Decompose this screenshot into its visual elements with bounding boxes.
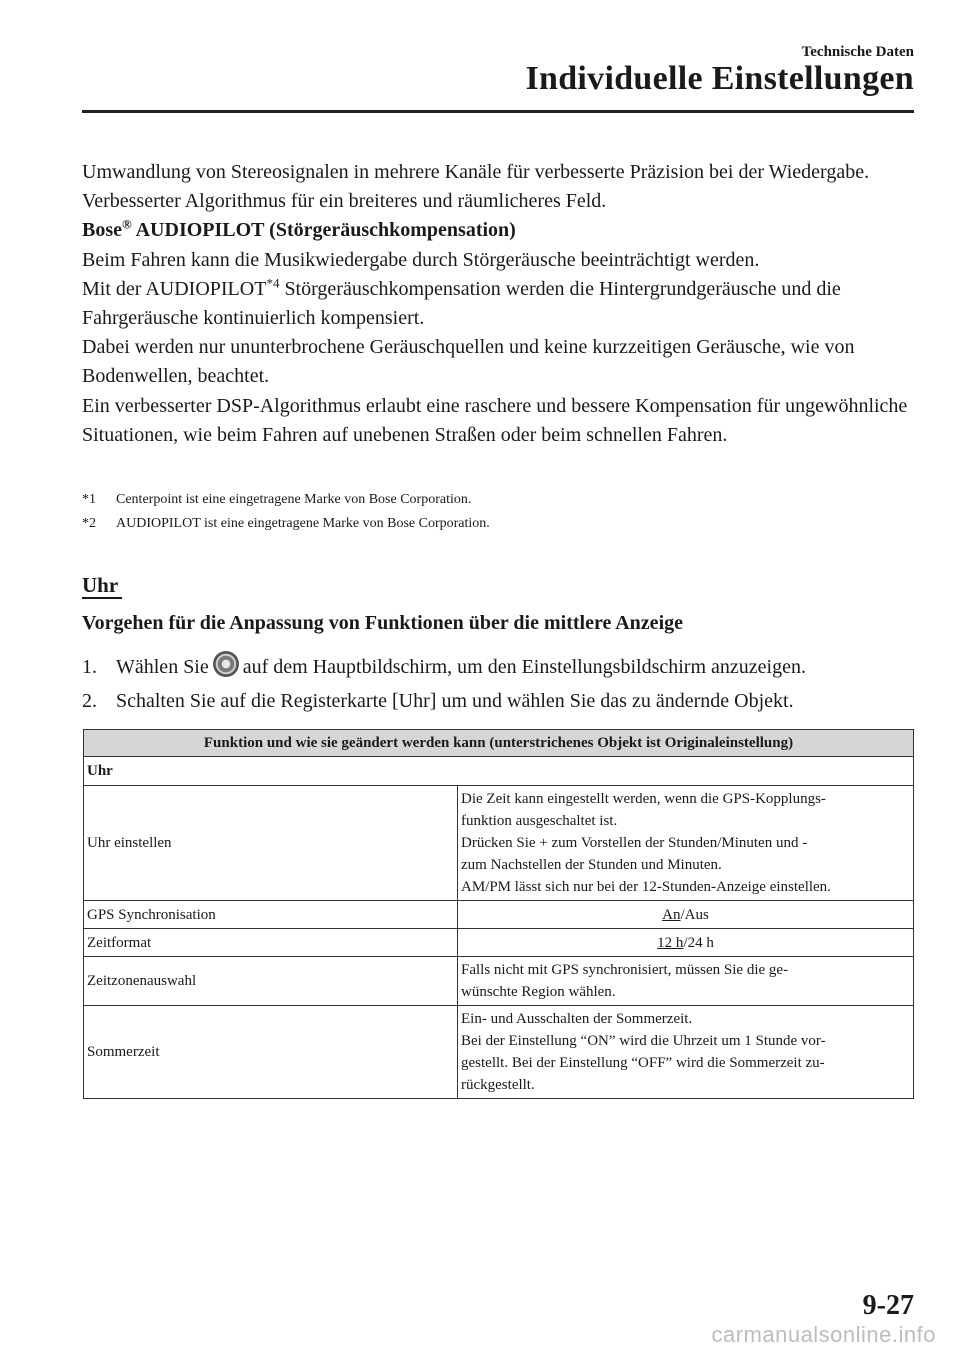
intro-paragraph: Dabei werden nur ununterbrochene Geräuschquellen und keine kurzzeitigen Geräusche, wie von Bodenwellen, beachtet. — [82, 336, 855, 388]
table-row: Zeitformat 12 h/24 h — [84, 929, 914, 957]
footnote: *2 AUDIOPILOT ist eine eingetragene Marke von Bose Corporation. — [82, 516, 490, 531]
audiopilot-heading: Bose® AUDIOPILOT (Störgeräuschkompensation) — [82, 216, 516, 242]
intro-paragraph: Verbesserter Algorithmus für ein breiteres und räumlicheres Feld. — [82, 190, 607, 213]
header-divider — [82, 110, 914, 113]
intro-paragraph: Beim Fahren kann die Musikwiedergabe durch Störgeräusche beeinträchtigt werden. — [82, 248, 760, 271]
watermark: carmanualsonline.info — [711, 1322, 936, 1347]
page-number: 9-27 — [862, 1290, 914, 1321]
settings-gear-icon — [213, 651, 239, 677]
section-subtitle: Vorgehen für die Anpassung von Funktionen über die mittlere Anzeige — [82, 612, 683, 634]
clock-settings-table — [83, 729, 914, 1099]
header-section-label: Technische Daten — [801, 44, 914, 60]
table-row: Uhr einstellen Die Zeit kann eingestellt werden, wenn die GPS-Kopplungs- funktion ausgeschaltet ist. Drücken Sie + zum Vorstellen der Stunden/Minuten und - zum Nachstellen der Stunden und Minuten. AM/PM lässt sich nur bei der 12-Stunden-Anzeige einstellen. — [84, 786, 914, 901]
footnote: *1 Centerpoint ist eine eingetragene Marke von Bose Corporation. — [82, 492, 472, 507]
page-title: Individuelle Einstellungen — [525, 60, 914, 97]
intro-paragraph: Umwandlung von Stereosignalen in mehrere Kanäle für verbesserte Präzision bei der Wiedergabe. — [82, 161, 870, 183]
table-header: Funktion und wie sie geändert werden kann (unterstrichenes Objekt ist Originaleinstellung) — [84, 730, 914, 757]
table-row: Sommerzeit Ein- und Ausschalten der Sommerzeit. Bei der Einstellung “ON” wird die Uhrzeit um 1 Stunde vor- gestellt. Bei der Einstellung “OFF” wird die Sommerzeit zu- rückgestellt. — [84, 1006, 914, 1099]
intro-text — [82, 158, 922, 450]
section-title: Uhr — [82, 573, 119, 597]
section-underline — [82, 597, 122, 599]
intro-paragraph: Ein verbesserter DSP-Algorithmus erlaubt eine raschere und bessere Kompensation für ungewöhnliche Situationen, wie beim Fahren auf unebenen Straßen oder beim schnellen Fahren. — [82, 394, 908, 446]
step-item: 2. Schalten Sie auf die Registerkarte [Uhr] um und wählen Sie das zu ändernde Objekt. — [82, 690, 794, 712]
footnotes — [82, 488, 902, 536]
step-list — [82, 650, 922, 718]
table-row: GPS Synchronisation An/Aus — [84, 901, 914, 929]
table-group-label: Uhr — [84, 757, 914, 786]
step-item: 1. Wählen Sie auf dem Hauptbildschirm, um den Einstellungsbildschirm anzuzeigen. — [82, 650, 922, 684]
table-row: Zeitzonenauswahl Falls nicht mit GPS synchronisiert, müssen Sie die ge- wünschte Region wählen. — [84, 957, 914, 1006]
intro-paragraph: Mit der AUDIOPILOT$^{*4}$ Störgeräuschkompensation werden die Hintergrundgeräusche und die Fahrgeräusche kontinuierlich kompensiert. — [82, 275, 841, 330]
